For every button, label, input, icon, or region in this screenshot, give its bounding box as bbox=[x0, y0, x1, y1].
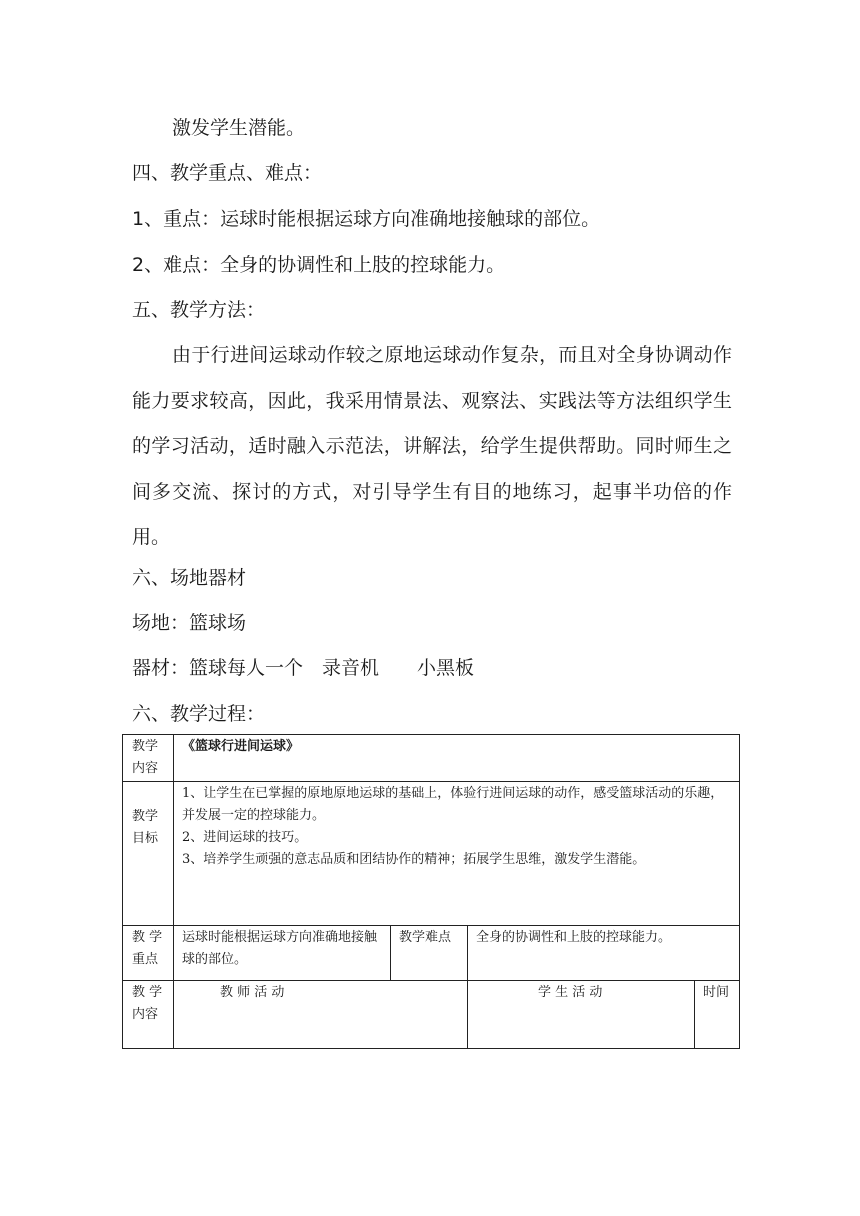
teacher-activity-header: 教 师 活 动 bbox=[174, 981, 468, 1049]
label-content-2: 教 学内容 bbox=[123, 981, 174, 1049]
teaching-content-value: 《篮球行进间运球》 bbox=[174, 735, 740, 782]
goal-item: 1、让学生在已掌握的原地原地运球的基础上，体验行进间运球的动作，感受篮球活动的乐趣，并发展一定的控球能力。 bbox=[182, 786, 724, 823]
label-difficulty: 教学难点 bbox=[391, 926, 468, 981]
teaching-goals-cell bbox=[174, 782, 740, 926]
section-heading-method: 五、教学方法： bbox=[132, 299, 266, 321]
section-heading-process: 六、教学过程： bbox=[132, 703, 266, 725]
lesson-plan-table bbox=[122, 734, 740, 1049]
section-heading-key-points: 四、教学重点、难点： bbox=[132, 162, 323, 184]
item-number: 1、 bbox=[132, 208, 164, 230]
label-teaching-goals: 教学目标 bbox=[123, 782, 174, 926]
equipment-line: 器材：篮球每人一个 录音机 小黑板 bbox=[132, 657, 475, 679]
label-teaching-content: 教学内容 bbox=[123, 735, 174, 782]
method-paragraph: 由于行进间运球动作较之原地运球动作复杂，而且对全身协调动作能力要求较高，因此，我采用情景法、观察法、实践法等方法组织学生的学习活动，适时融入示范法，讲解法，给学生提供帮助。同时师生之间多交流、探讨的方式，对引导学生有目的地练习，起事半功倍的作用。 bbox=[132, 344, 732, 548]
table-row-content bbox=[123, 735, 740, 782]
label-key-points: 教 学重点 bbox=[123, 926, 174, 981]
text-line-1: 激发学生潜能。 bbox=[172, 117, 306, 139]
goal-item: 2、进间运球的技巧。 bbox=[182, 830, 308, 845]
goal-item: 3、培养学生顽强的意志品质和团结协作的精神；拓展学生思维，激发学生潜能。 bbox=[182, 852, 646, 867]
venue-line: 场地：篮球场 bbox=[132, 612, 247, 634]
table-row-goals bbox=[123, 782, 740, 926]
item-number: 2、 bbox=[132, 254, 164, 276]
time-header: 时间 bbox=[695, 981, 740, 1049]
table-row-activities bbox=[123, 981, 740, 1049]
key-points-value: 运球时能根据运球方向准确地接触球的部位。 bbox=[174, 926, 391, 981]
difficulty-item bbox=[132, 254, 505, 276]
item-text: 难点：全身的协调性和上肢的控球能力。 bbox=[163, 254, 506, 276]
student-activity-header: 学 生 活 动 bbox=[468, 981, 695, 1049]
key-point-item bbox=[132, 208, 600, 230]
table-row-key-difficulty bbox=[123, 926, 740, 981]
item-text: 重点：运球时能根据运球方向准确地接触球的部位。 bbox=[163, 208, 601, 230]
section-heading-equipment: 六、场地器材 bbox=[132, 567, 247, 589]
difficulty-value: 全身的协调性和上肢的控球能力。 bbox=[468, 926, 740, 981]
